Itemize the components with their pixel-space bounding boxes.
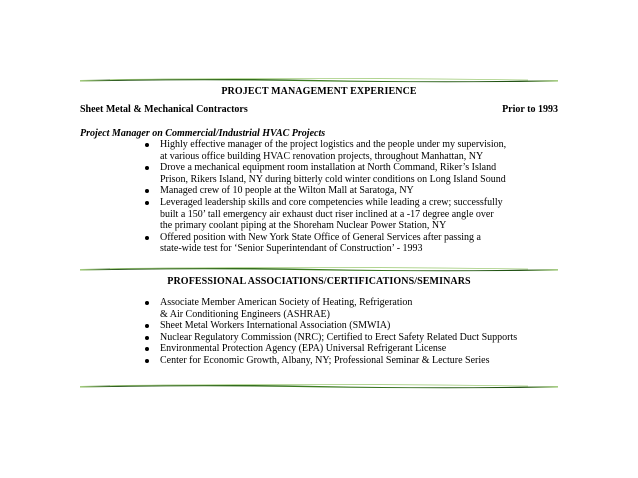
bullet-icon bbox=[145, 143, 149, 147]
bullet-icon bbox=[145, 189, 149, 193]
list-item: Offered position with New York State Office of General Services after passing a state-wide test for ‘Senior Superintendant of Construction’ - 1993 bbox=[143, 232, 506, 255]
bullet-icon bbox=[145, 359, 149, 363]
middle-divider bbox=[80, 266, 558, 272]
bullet-icon bbox=[145, 301, 149, 305]
experience-bullet-list bbox=[143, 139, 506, 255]
list-item: Environmental Protection Agency (EPA) Universal Refrigerant License bbox=[143, 343, 517, 355]
bullet-icon bbox=[145, 324, 149, 328]
bullet-icon bbox=[145, 347, 149, 351]
top-divider bbox=[80, 77, 558, 83]
list-item: Managed crew of 10 people at the Wilton Mall at Saratoga, NY bbox=[143, 185, 506, 197]
list-item: Drove a mechanical equipment room installation at North Command, Riker’s Island Prison, Rikers Island, NY during bitterly cold winter conditions on Long Island Sound bbox=[143, 162, 506, 185]
list-item: Leveraged leadership skills and core competencies while leading a crew; successfully built a 150’ tall emergency air exhaust duct riser inclined at a -17 degree angle over the primary coolant piping at the Shoreham Nuclear Power Station, NY bbox=[143, 197, 506, 232]
bullet-icon bbox=[145, 336, 149, 340]
bullet-icon bbox=[145, 166, 149, 170]
associations-bullet-list bbox=[143, 297, 517, 367]
employment-period: Prior to 1993 bbox=[502, 104, 558, 115]
employer-name: Sheet Metal & Mechanical Contractors bbox=[80, 104, 248, 115]
list-item: Highly effective manager of the project logistics and the people under my supervision, at various office building HVAC renovation projects, throughout Manhattan, NY bbox=[143, 139, 506, 162]
list-item: Center for Economic Growth, Albany, NY; Professional Seminar & Lecture Series bbox=[143, 355, 517, 367]
section-heading-experience: PROJECT MANAGEMENT EXPERIENCE bbox=[221, 86, 417, 97]
bottom-divider bbox=[80, 383, 558, 389]
section-heading-associations: PROFESSIONAL ASSOCIATIONS/CERTIFICATIONS/SEMINARS bbox=[167, 276, 471, 287]
job-role: Project Manager on Commercial/Industrial HVAC Projects bbox=[80, 128, 326, 139]
list-item: Nuclear Regulatory Commission (NRC); Certified to Erect Safety Related Duct Supports bbox=[143, 332, 517, 344]
list-item: Sheet Metal Workers International Association (SMWIA) bbox=[143, 320, 517, 332]
bullet-icon bbox=[145, 201, 149, 205]
list-item: Associate Member American Society of Heating, Refrigeration & Air Conditioning Engineers (ASHRAE) bbox=[143, 297, 517, 320]
bullet-icon bbox=[145, 236, 149, 240]
